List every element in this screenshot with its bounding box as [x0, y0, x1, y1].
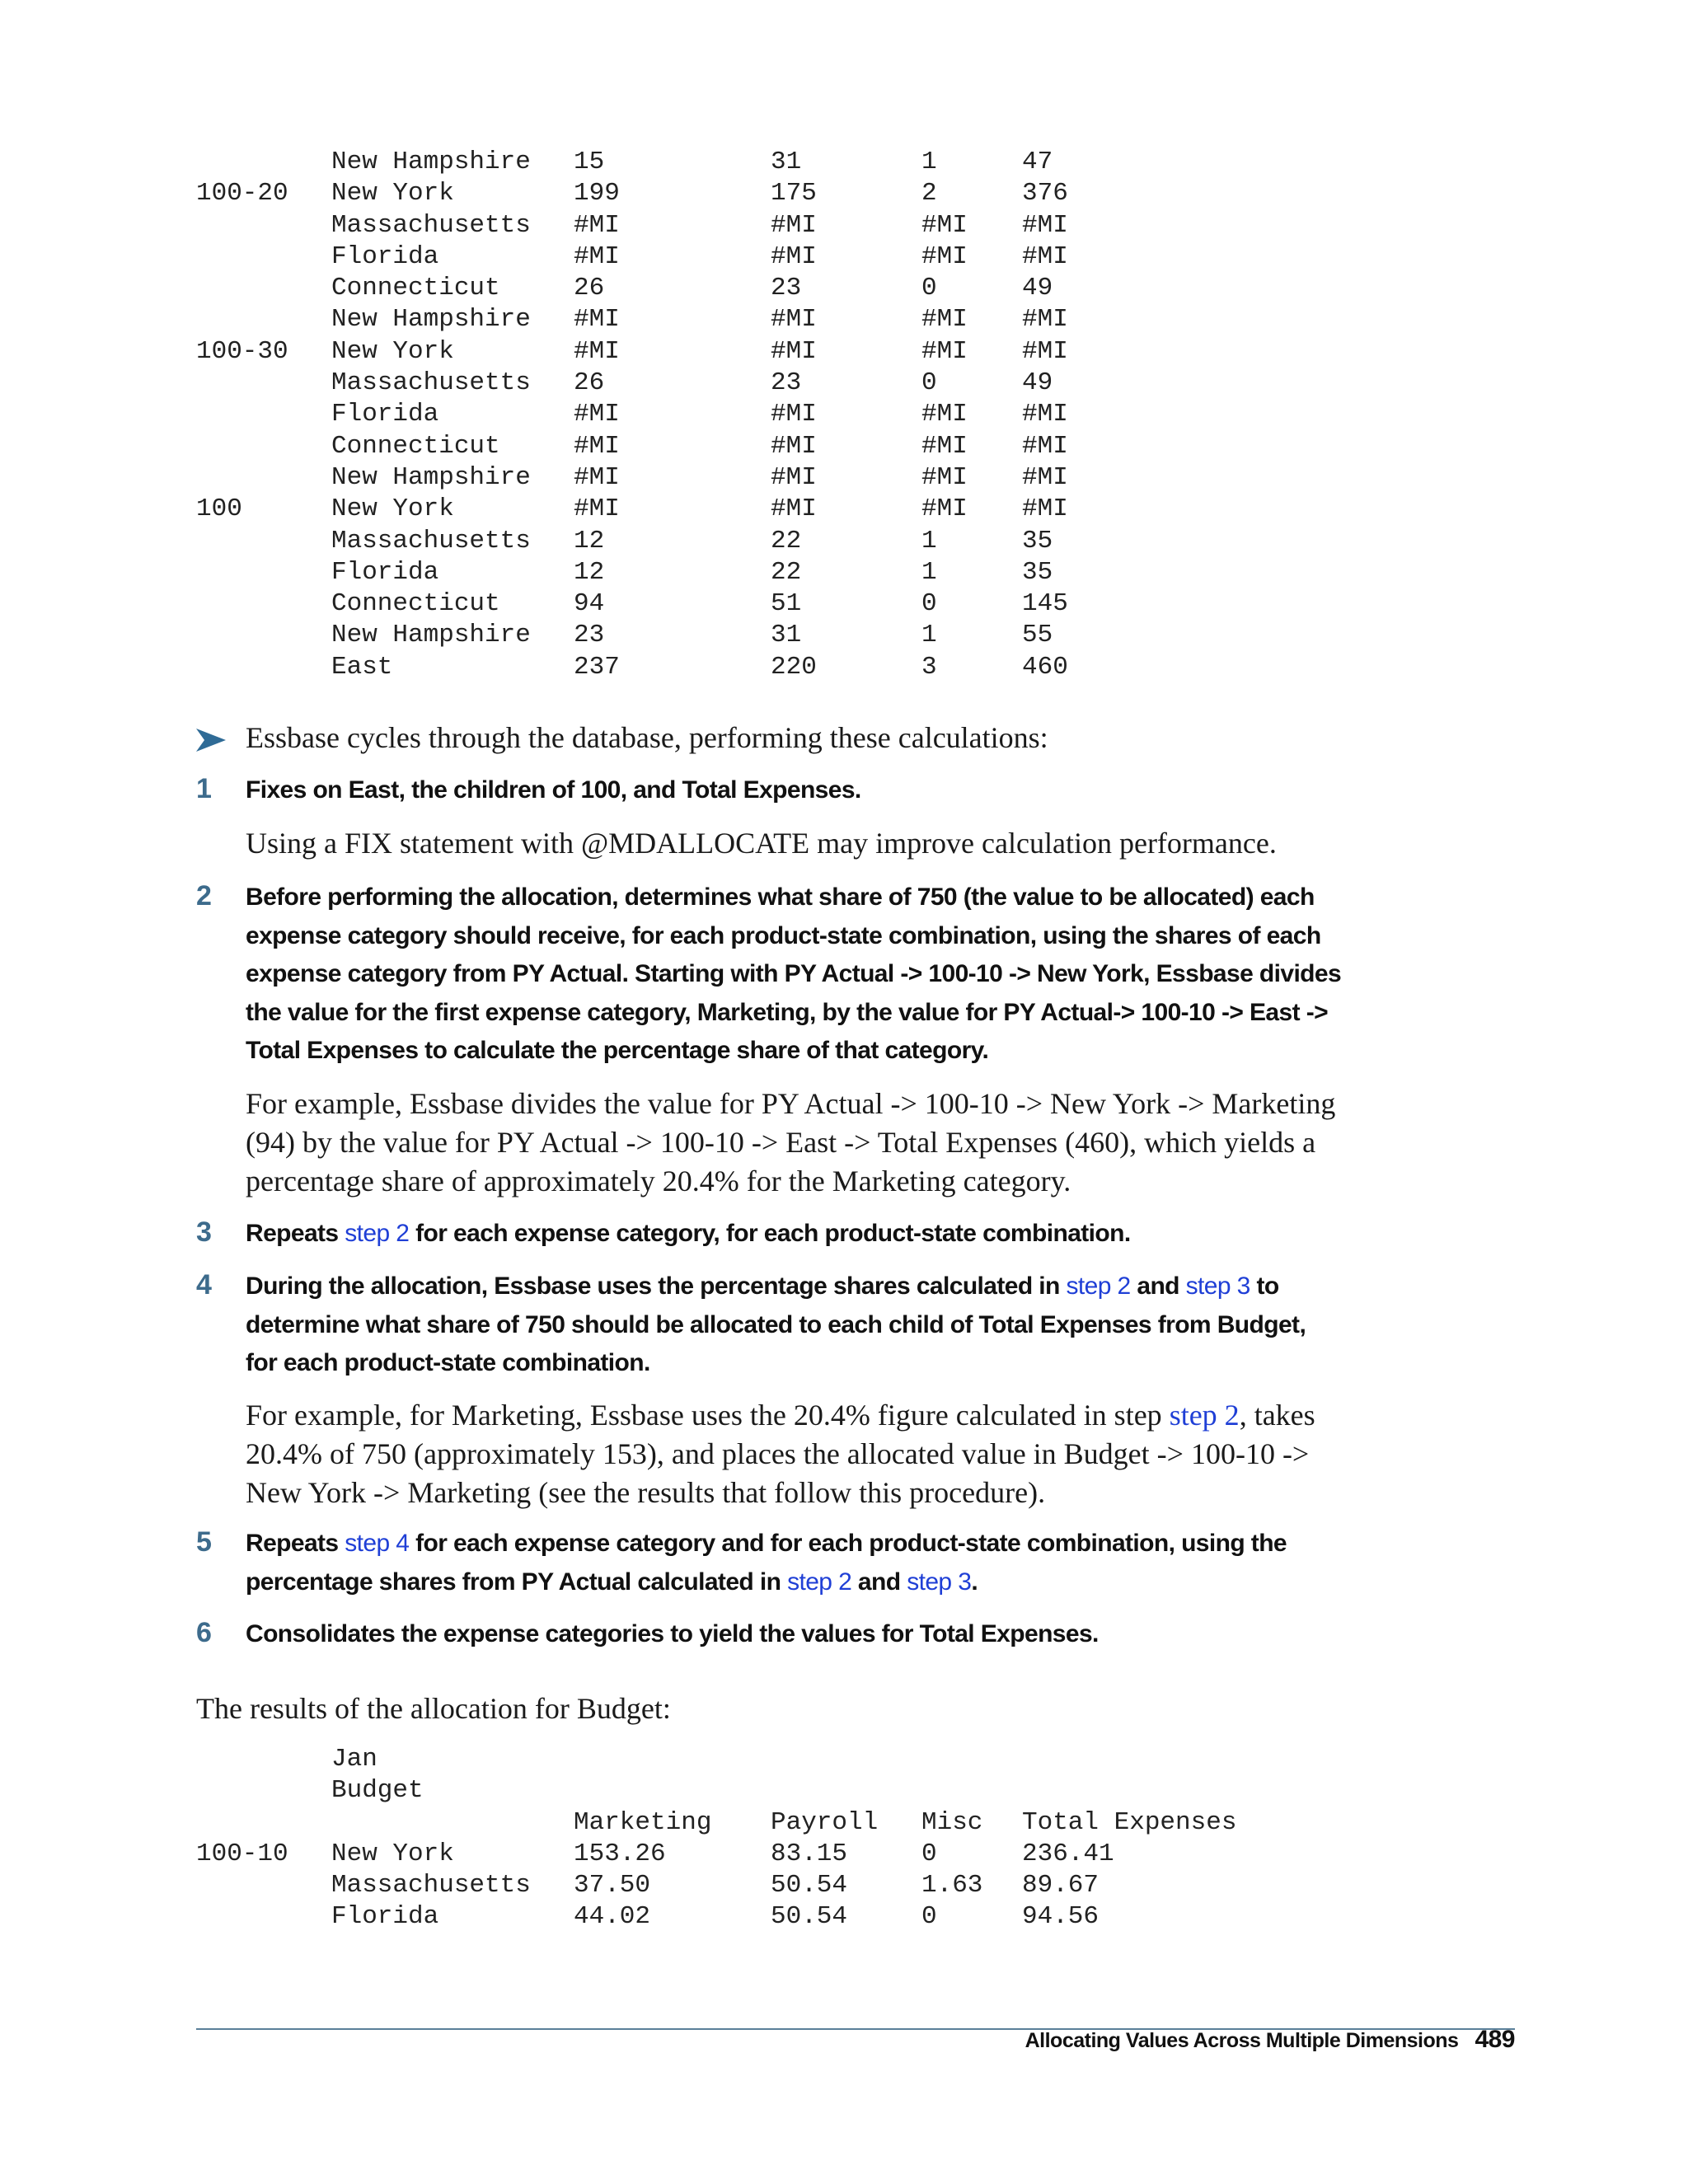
- table-cell: 0: [921, 1902, 937, 1932]
- step-3-link[interactable]: step 3: [1185, 1272, 1250, 1300]
- table-cell: Florida: [331, 1902, 439, 1932]
- table-cell: #MI: [1022, 400, 1068, 429]
- page-footer: [1025, 2026, 1515, 2054]
- table-cell: 237: [574, 652, 620, 682]
- step-number: 3: [196, 1216, 212, 1248]
- table-cell: Massachusetts: [331, 526, 531, 555]
- table-cell: 0: [921, 368, 937, 398]
- table-cell: #MI: [1022, 305, 1068, 335]
- table-cell: 55: [1022, 621, 1053, 650]
- table-cell: 100-20: [196, 179, 288, 209]
- table-cell: #MI: [921, 336, 968, 366]
- step-number: 6: [196, 1617, 212, 1648]
- table-cell: 220: [771, 652, 817, 682]
- table-cell: 376: [1022, 179, 1068, 209]
- table-cell: 23: [574, 621, 605, 650]
- table-cell: 460: [1022, 652, 1068, 682]
- table-cell: Massachusetts: [331, 1871, 531, 1900]
- table-cell: Florida: [331, 557, 439, 587]
- text-run: .: [971, 1568, 978, 1596]
- text-run: and: [1130, 1272, 1186, 1300]
- table-cell: 47: [1022, 148, 1053, 176]
- table-cell: 1.63: [921, 1871, 983, 1900]
- step-2-note: For example, Essbase divides the value for PY Actual -> 100-10 -> New York -> Marketing (94) by the value for PY Actual -> 100-10 -> East -> Total Expenses (460), which yields a percentage share of approximately 20.4% for the Marketing category.: [246, 1087, 1336, 1197]
- period-label: Jan: [331, 1745, 377, 1774]
- table-cell: #MI: [771, 210, 817, 240]
- table-cell: #MI: [574, 241, 620, 271]
- table-cell: 49: [1022, 368, 1053, 398]
- table-cell: Florida: [331, 241, 439, 271]
- results-intro: The results of the allocation for Budget:: [196, 1692, 671, 1725]
- table-cell: 94: [574, 589, 605, 619]
- table-cell: #MI: [921, 494, 968, 524]
- table-row: [196, 1870, 1100, 1901]
- step-3-text: [246, 1215, 1342, 1254]
- table-cell: #MI: [771, 462, 817, 492]
- step-number: 4: [196, 1269, 212, 1301]
- table-cell: #MI: [771, 241, 817, 271]
- table-cell: #MI: [574, 494, 620, 524]
- table-row: [196, 1901, 1100, 1933]
- table-cell: #MI: [574, 305, 620, 335]
- table-cell: 22: [771, 526, 802, 555]
- step-3-link[interactable]: step 3: [907, 1568, 972, 1596]
- table-cell: #MI: [574, 462, 620, 492]
- column-header: Payroll: [771, 1807, 879, 1837]
- table-cell: 3: [921, 652, 937, 682]
- text-run: For example, for Marketing, Essbase uses the 20.4% figure calculated in step: [246, 1399, 1170, 1432]
- table-cell: New York: [331, 179, 454, 209]
- step-2-link[interactable]: step 2: [345, 1220, 410, 1247]
- table-cell: 0: [921, 274, 937, 303]
- step-1-text: Fixes on East, the children of 100, and Total Expenses.: [246, 776, 861, 804]
- text-run: to determine what share of 750 should be allocated to each child of Total Expenses from Budget, for each product-state combination.: [246, 1272, 1306, 1376]
- table-cell: #MI: [574, 336, 620, 366]
- table-cell: New York: [331, 336, 454, 366]
- table-cell: New York: [331, 1839, 454, 1868]
- table-cell: New Hampshire: [331, 148, 531, 176]
- scenario-label: Budget: [331, 1776, 424, 1806]
- step-4-note: [246, 1396, 1342, 1512]
- table-cell: #MI: [574, 431, 620, 461]
- table-cell: #MI: [921, 241, 968, 271]
- text-run: and: [851, 1568, 907, 1596]
- table-cell: 0: [921, 589, 937, 619]
- step-number: 5: [196, 1526, 212, 1558]
- table-cell: 1: [921, 621, 937, 650]
- table-cell: #MI: [1022, 494, 1068, 524]
- table-cell: 49: [1022, 274, 1053, 303]
- table-cell: #MI: [1022, 336, 1068, 366]
- table-cell: 35: [1022, 557, 1053, 587]
- table-cell: Connecticut: [331, 274, 500, 303]
- step-1-note: Using a FIX statement with @MDALLOCATE may improve calculation performance.: [246, 827, 1277, 860]
- table-cell: New Hampshire: [331, 621, 531, 650]
- table-cell: Massachusetts: [331, 368, 531, 398]
- table-cell: 153.26: [574, 1839, 666, 1868]
- step-number: 2: [196, 880, 212, 912]
- table-cell: 2: [921, 179, 937, 209]
- table-cell: Massachusetts: [331, 210, 531, 240]
- table-cell: #MI: [1022, 462, 1068, 492]
- table-cell: 145: [1022, 589, 1068, 619]
- table-cell: 236.41: [1022, 1839, 1114, 1868]
- table-cell: 12: [574, 526, 605, 555]
- table-cell: #MI: [921, 400, 968, 429]
- step-2-link[interactable]: step 2: [787, 1568, 852, 1596]
- table-cell: #MI: [921, 210, 968, 240]
- table-cell: 22: [771, 557, 802, 587]
- table-cell: 15: [574, 148, 605, 176]
- table-cell: 37.50: [574, 1871, 651, 1900]
- text-run: , takes 20.4% of 750 (approximately 153), and places the allocated value in Budget -> 100-10 -> New York -> Marketing (see the results that follow this procedure).: [246, 1399, 1315, 1509]
- text-run: Repeats: [246, 1220, 345, 1247]
- table-cell: 50.54: [771, 1902, 848, 1932]
- table-cell: 1: [921, 148, 937, 176]
- table-cell: 31: [771, 621, 802, 650]
- table-cell: #MI: [1022, 431, 1068, 461]
- table-cell: New York: [331, 494, 454, 524]
- step-5-text: [246, 1525, 1342, 1601]
- table-cell: 26: [574, 368, 605, 398]
- table-cell: 12: [574, 557, 605, 587]
- table-cell: #MI: [771, 305, 817, 335]
- table-cell: 50.54: [771, 1871, 848, 1900]
- step-2-text: Before performing the allocation, determines what share of 750 (the value to be allocated) each expense category should receive, for each product-state combination, using the shares of each expense category from PY Actual. Starting with PY Actual -> 100-10 -> New York, Essbase divides the value for the first expense category, Marketing, by the value for PY Actual-> 100-10 -> East -> Total Expenses to calculate the percentage share of that category.: [246, 883, 1342, 1064]
- data-table-results: [196, 1744, 1237, 1933]
- table-cell: 89.67: [1022, 1871, 1100, 1900]
- table-cell: #MI: [771, 431, 817, 461]
- table-cell: 199: [574, 179, 620, 209]
- table-cell: East: [331, 652, 393, 682]
- step-2-link[interactable]: step 2: [1169, 1399, 1240, 1432]
- table-cell: 0: [921, 1839, 937, 1868]
- footer-title: Allocating Values Across Multiple Dimensions: [1025, 2029, 1459, 2052]
- table-cell: New Hampshire: [331, 305, 531, 335]
- column-header: Total Expenses: [1022, 1807, 1237, 1837]
- table-cell: #MI: [921, 305, 968, 335]
- table-cell: 1: [921, 526, 937, 555]
- table-cell: #MI: [771, 336, 817, 366]
- text-run: During the allocation, Essbase uses the percentage shares calculated in: [246, 1272, 1067, 1300]
- table-cell: 83.15: [771, 1839, 848, 1868]
- page-number: 489: [1475, 2026, 1515, 2053]
- step-6-text: Consolidates the expense categories to yield the values for Total Expenses.: [246, 1620, 1099, 1647]
- arrow-bullet-icon: [195, 724, 227, 757]
- table-cell: Connecticut: [331, 589, 500, 619]
- step-2-link[interactable]: step 2: [1066, 1272, 1131, 1300]
- table-cell: 94.56: [1022, 1902, 1100, 1932]
- table-cell: 31: [771, 148, 802, 176]
- table-cell: 23: [771, 368, 802, 398]
- step-number: 1: [196, 773, 212, 804]
- table-cell: New Hampshire: [331, 462, 531, 492]
- table-cell: #MI: [921, 462, 968, 492]
- text-run: for each expense category, for each product-state combination.: [409, 1220, 1131, 1247]
- table-cell: Connecticut: [331, 431, 500, 461]
- text-run: Repeats: [246, 1530, 345, 1557]
- table-cell: #MI: [921, 431, 968, 461]
- column-header: Marketing: [574, 1807, 712, 1837]
- table-cell: 100-10: [196, 1839, 288, 1868]
- table-cell: #MI: [771, 400, 817, 429]
- table-cell: #MI: [1022, 210, 1068, 240]
- table-cell: #MI: [574, 210, 620, 240]
- table-cell: 44.02: [574, 1902, 651, 1932]
- table-cell: 1: [921, 557, 937, 587]
- table-cell: 100-30: [196, 336, 288, 366]
- table-cell: 100: [196, 494, 242, 524]
- table-cell: #MI: [1022, 241, 1068, 271]
- table-cell: 175: [771, 179, 817, 209]
- table-row: [196, 1839, 1114, 1870]
- step-4-text: [246, 1268, 1342, 1383]
- text-run: for each expense category and for each product-state combination, using the percentage shares from PY Actual calculated in: [246, 1530, 1287, 1596]
- table-cell: 23: [771, 274, 802, 303]
- table-cell: 26: [574, 274, 605, 303]
- column-header: Misc: [921, 1807, 983, 1837]
- table-cell: 51: [771, 589, 802, 619]
- table-cell: #MI: [574, 400, 620, 429]
- step-4-link[interactable]: step 4: [345, 1530, 410, 1557]
- table-cell: 35: [1022, 526, 1053, 555]
- table-cell: #MI: [771, 494, 817, 524]
- intro-text: Essbase cycles through the database, performing these calculations:: [246, 721, 1048, 754]
- table-cell: Florida: [331, 400, 439, 429]
